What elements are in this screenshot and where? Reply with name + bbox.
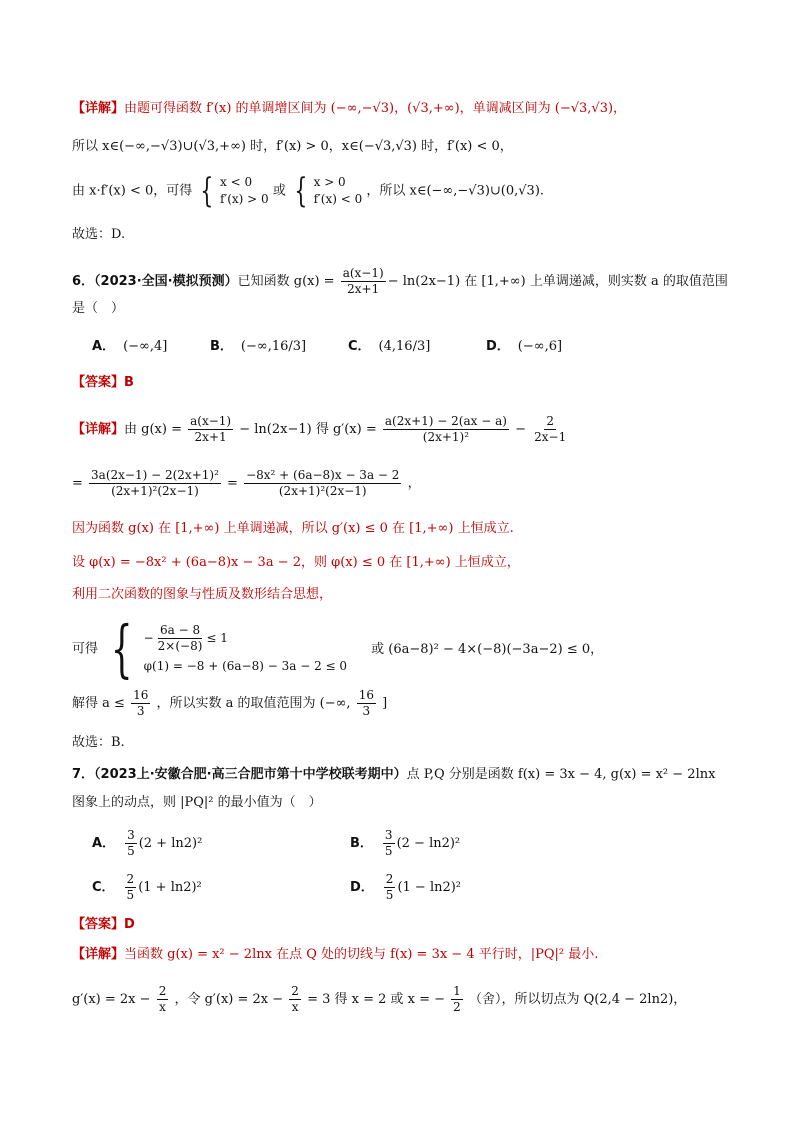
q7-option-b: B． $\frac{3}{5}$ (2 − ln2)² <box>350 828 461 858</box>
q6-source: （2023·全国·模拟预测） <box>94 274 238 289</box>
q7-option-d: D． $\frac{2}{5}$ (1 − ln2)² <box>350 872 462 902</box>
q6-detail-line-6: 可得 { − $\frac{6a - 8}{2\times(-8)}$ ≤ 1 φ(1) = −8 + (6a−8) − 3a − 2 ≤ 0 或 (6a−8)² − 4×(−8)(−3a−2) ≤ 0， <box>72 612 604 685</box>
q6-choice: 故选：B. <box>72 735 125 750</box>
q5-choice: 故选：D. <box>72 227 126 242</box>
q6-stem-line-1: 6．（2023·全国·模拟预测）已知函数 g(x) = $\frac{a(x-1)}{2x+1}$ − ln(2x−1) 在 [1,+∞) 上单调递减，则实数 a 的取值范围 <box>72 266 728 296</box>
q6-option-d: D． (−∞,6] <box>486 339 563 354</box>
q6-option-b: B． (−∞,16/3] <box>210 339 307 354</box>
q7-answer: 【答案】D <box>72 917 135 932</box>
q5-system-1: { x < 0 f′(x) > 0 <box>200 171 269 211</box>
q7-stem-line-2: 图象上的动点，则 |PQ|² 的最小值为（ ） <box>72 795 322 810</box>
q6-option-c: C． (4,16/3] <box>348 339 431 354</box>
q7-detail-line-2: g′(x) = 2x − $\frac{2}{x}$ ，令 g′(x) = 2x − $\frac{2}{x}$ = 3 得 x = 2 或 x = − $\frac{1}{2}$ （舍），所以切点为 Q(2,4 − 2ln2)， <box>72 984 687 1014</box>
q6-option-a: A． (−∞,4] <box>92 339 168 354</box>
q5-detail-label: 【详解】 <box>72 101 125 116</box>
q7-option-c: C． $\frac{2}{5}$ (1 + ln2)² <box>92 872 202 902</box>
q6-system: { − $\frac{6a - 8}{2\times(-8)}$ ≤ 1 φ(1) = −8 + (6a−8) − 3a − 2 ≤ 0 <box>111 612 348 685</box>
q5-detail-line-1: 【详解】由题可得函数 f′(x) 的单调增区间为 (−∞,−√3)，(√3,+∞)，单调减区间为 (−√3,√3)， <box>72 101 627 116</box>
q7-option-a: A． $\frac{3}{5}$ (2 + ln2)² <box>92 828 203 858</box>
q6-detail-line-7: 解得 a ≤ $\frac{16}{3}$ ，所以实数 a 的取值范围为 (−∞, $\frac{16}{3}$ ] <box>72 688 388 718</box>
q6-detail-line-4: 设 φ(x) = −8x² + (6a−8)x − 3a − 2，则 φ(x) ≤ 0 在 [1,+∞) 上恒成立， <box>72 555 520 570</box>
q6-detail-line-5: 利用二次函数的图象与性质及数形结合思想， <box>72 587 333 602</box>
q6-detail-line-2: = $\frac{\text{3a(2x−1) − 2(2x+1)²}}{\text{(2x+1)²(2x−1)}}$ = $\frac{\text{−8x² + (6a−8)x − 3a − 2}}{\text{(2x+1)²(2x−1)}}$ ， <box>72 468 421 498</box>
q7-source: （2023上·安徽合肥·高三合肥市第十中学校联考期中） <box>94 767 407 782</box>
q5-system-2: { x > 0 f′(x) < 0 <box>294 171 363 211</box>
q6-stem-fraction: $\frac{a(x-1)}{2x+1}$ <box>342 266 384 296</box>
q7-stem-line-1: 7．（2023上·安徽合肥·高三合肥市第十中学校联考期中）点 P,Q 分别是函数 f(x) = 3x − 4, g(x) = x² − 2lnx <box>72 767 716 782</box>
q7-detail-line-1: 【详解】当函数 g(x) = x² − 2lnx 在点 Q 处的切线与 f(x) = 3x − 4 平行时，|PQ|² 最小. <box>72 947 599 962</box>
q6-number: 6． <box>72 274 95 289</box>
q6-answer: 【答案】B <box>72 375 134 390</box>
q5-detail-line-2: 所以 x∈(−∞,−√3)∪(√3,+∞) 时，f′(x) > 0，x∈(−√3,√3) 时，f′(x) < 0， <box>72 139 513 154</box>
q6-detail-line-1: 【详解】由 g(x) = $\frac{a(x-1)}{2x+1}$ − ln(2x−1) 得 g′(x) = $\frac{a(2x+1) - 2(ax - a)}{\text{(2x+1)²}}$ − $\frac{2}{2x-1}$ <box>72 414 567 444</box>
q6-detail-line-3: 因为函数 g(x) 在 [1,+∞) 上单调递减，所以 g′(x) ≤ 0 在 [1,+∞) 上恒成立. <box>72 521 514 536</box>
q7-number: 7． <box>72 767 95 782</box>
q5-detail-line-3: 由 x·f′(x) < 0，可得 { x < 0 f′(x) > 0 或 { x > 0 f′(x) < 0 ，所以 x∈(−∞,−√3)∪(0,√3). <box>72 171 545 211</box>
q6-stem-line-2: 是（ ） <box>72 301 125 316</box>
